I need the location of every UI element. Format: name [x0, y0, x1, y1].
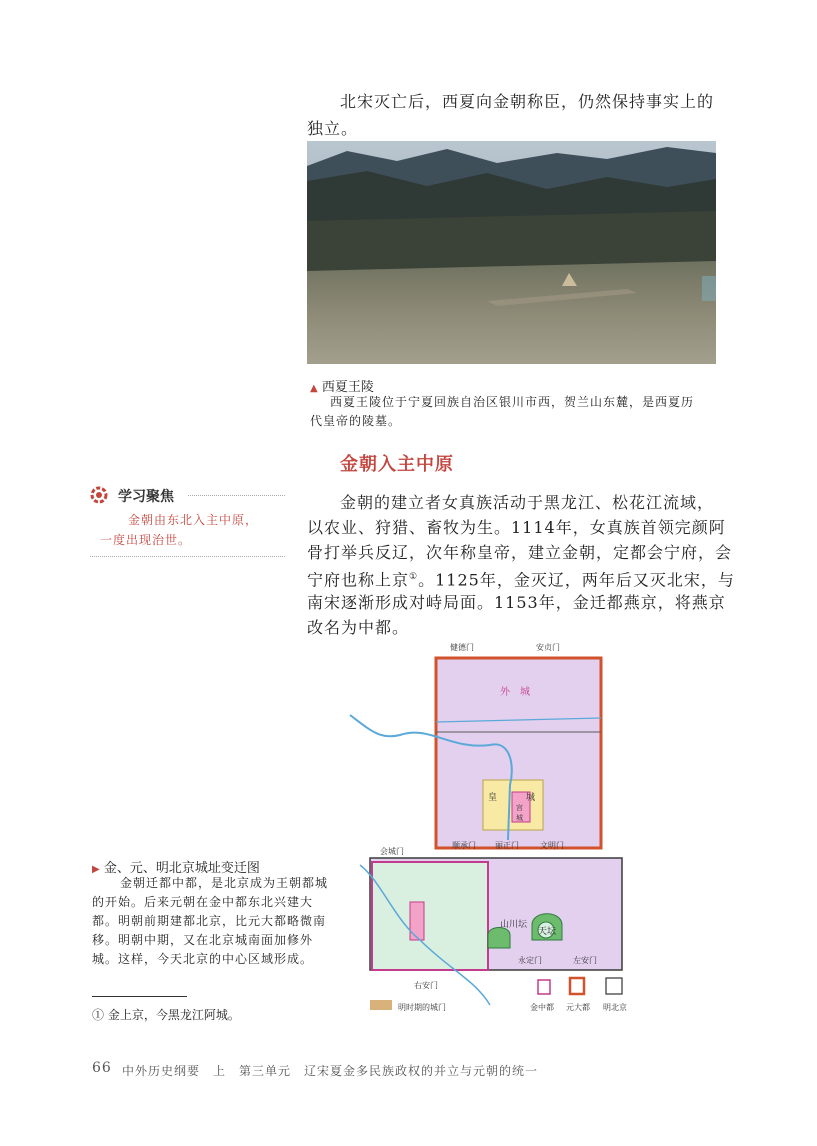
focus-line-1: 金朝由东北入主中原， [128, 513, 259, 527]
legend-jin: 金中都 [530, 1003, 554, 1012]
section-title: 金朝入主中原 [340, 454, 454, 475]
map-label-cheng: 城 [526, 793, 536, 803]
gate-wenming: 文明门 [540, 841, 564, 850]
photo-caption-line-1: 西夏王陵位于宁夏回族自治区银川市西，贺兰山东麓，是西夏历 [330, 395, 695, 409]
map-label-tiantan: 天坛 [538, 927, 557, 937]
footnote-ref[interactable]: ① [409, 572, 419, 582]
page-number: 66 [92, 1060, 112, 1076]
intro-line-2: 独立。 [307, 119, 359, 138]
gate-shuncheng: 顺承门 [452, 841, 476, 850]
focus-divider-top [188, 495, 285, 496]
section-line-4-rest: 。1125年，金灭辽，两年后又灭北宋，与 [418, 570, 735, 590]
map-caption-line-2: 的开始。后来元朝在金中都东北兴建大 [92, 895, 314, 909]
legend-yuan: 元大都 [566, 1003, 590, 1012]
map-caption-title-text: 金、元、明北京城址变迁图 [103, 861, 260, 876]
legend-ming-gate: 明时期的城门 [398, 1003, 446, 1012]
gate-anzhen: 安贞门 [536, 643, 560, 652]
map-caption-line-4: 移。明朝中期，又在北京城南面加修外 [92, 933, 314, 947]
jin-zhongdu-area [372, 862, 488, 970]
gate-youan: 右安门 [414, 981, 438, 990]
map-label-huang: 皇 [488, 793, 498, 803]
section-line-3: 骨打举兵反辽，次年称皇帝，建立金朝，定都会宁府，会 [307, 543, 733, 562]
section-line-2: 以农业、狩猎、畜牧为生。1114年，女真族首领完颜阿 [307, 518, 726, 537]
map-caption-line-5: 城。这样，今天北京的中心区域形成。 [92, 952, 314, 966]
photo-caption-title-text: 西夏王陵 [321, 380, 374, 395]
map-label-shanchuantan: 山川坛 [500, 920, 528, 930]
beijing-city-map [340, 640, 640, 1020]
intro-line-1: 北宋灭亡后，西夏向金朝称臣，仍然保持事实上的 [340, 92, 715, 111]
map-label-gong1: 宫 [516, 804, 523, 812]
gate-zuoan: 左安门 [573, 956, 597, 965]
triangle-right-icon: ▶ [92, 864, 100, 875]
map-caption-line-1: 金朝迁都中都，是北京成为王朝都城 [120, 876, 329, 890]
focus-divider-bottom [90, 556, 285, 557]
legend-ming: 明北京 [603, 1003, 627, 1012]
map-label-gong2: 城 [516, 814, 523, 822]
photo-caption-line-2: 代皇帝的陵墓。 [310, 414, 402, 428]
map-caption-line-3: 都。明朝前期建都北京，比元大都略微南 [92, 914, 327, 928]
gate-huicheng: 会城门 [380, 847, 404, 856]
section-line-1: 金朝的建立者女真族活动于黑龙江、松花江流域， [340, 493, 715, 512]
section-line-4-start: 宁府也称上京 [307, 570, 410, 590]
gate-lizheng: 丽正门 [495, 841, 519, 850]
focus-gear-icon [90, 486, 108, 504]
gate-yongding: 永定门 [518, 956, 542, 965]
footnote-divider [92, 996, 187, 997]
page-footer-text: 中外历史纲要 上 第三单元 辽宋夏金多民族政权的并立与元朝的统一 [122, 1064, 539, 1078]
triangle-icon: ▲ [310, 383, 318, 394]
section-line-5: 南宋逐渐形成对峙局面。1153年，金迁都燕京，将燕京 [307, 593, 726, 612]
focus-line-2: 一度出现治世。 [100, 533, 192, 547]
xixia-tombs-photo [307, 141, 716, 364]
footnote: ① 金上京，今黑龙江阿城。 [92, 1008, 240, 1022]
focus-title: 学习聚焦 [118, 489, 174, 505]
gate-jiande: 健德门 [450, 643, 474, 652]
section-line-6: 改名为中都。 [307, 618, 410, 637]
study-focus-box [90, 484, 285, 559]
map-label-waicheng: 外 城 [500, 687, 530, 698]
